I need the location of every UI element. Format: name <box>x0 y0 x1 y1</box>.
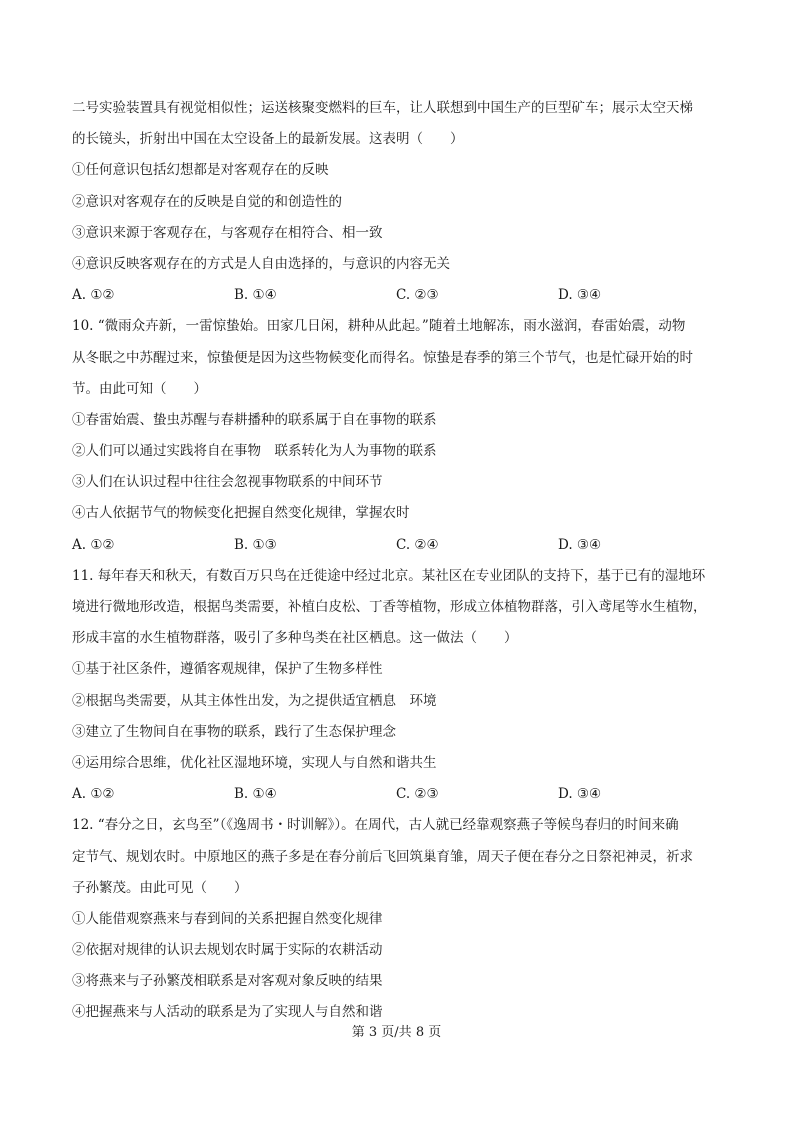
statement-1: ①基于社区条件，遵循客观规律，保护了生物多样性 <box>72 661 383 678</box>
question-text-line: 节。由此可知（ ） <box>72 380 207 397</box>
question-text-line: 12. “春分之日，玄鸟至”（《逸周书・时训解》）。在周代，古人就已经靠观察燕子等候鸟春归的时间来确 <box>72 817 679 834</box>
question-text-line: 的长镜头，折射出中国在太空设备上的最新发展。这表明（ ） <box>72 131 464 148</box>
statement-3: ③建立了生物间自在事物的联系，践行了生态保护理念 <box>72 723 396 740</box>
question-text-line: 定节气、规划农时。中原地区的燕子多是在春分前后飞回筑巢育雏，周天子便在春分之日祭祀神灵，祈求 <box>72 848 693 865</box>
statement-2: ②意识对客观存在的反映是自觉的和创造性的 <box>72 193 342 210</box>
option-d: D. ③④ <box>558 786 602 803</box>
question-11 <box>72 561 722 811</box>
questions-section <box>72 93 722 1029</box>
statement-2: ②依据对规律的认识去规划农时属于实际的农耕活动 <box>72 942 383 959</box>
question-text-line: 境进行微地形改造，根据鸟类需要，补植白皮松、丁香等植物，形成立体植物群落，引入鸢尾等水生植物， <box>72 599 707 615</box>
option-a: A. ①② <box>72 287 115 304</box>
statement-4: ④意识反映客观存在的方式是人自由选择的，与意识的内容无关 <box>72 255 450 272</box>
answer-options <box>72 530 722 561</box>
option-a: A. ①② <box>72 536 115 553</box>
page-number: 第 3 页/共 8 页 <box>351 1025 442 1040</box>
question-text-line: 二号实验装置具有视觉相似性；运送核聚变燃料的巨车，让人联想到中国生产的巨型矿车；展示太空天梯 <box>72 100 693 116</box>
answer-options <box>72 779 722 810</box>
statement-4: ④古人依据节气的物候变化把握自然变化规律，掌握农时 <box>72 505 410 522</box>
statement-4: ④运用综合思维，优化社区湿地环境，实现人与自然和谐共生 <box>72 754 437 771</box>
statement-2: ②根据鸟类需要，从其主体性出发，为之提供适宜栖息 环境 <box>72 692 437 709</box>
option-d: D. ③④ <box>558 536 602 553</box>
statement-3: ③意识来源于客观存在，与客观存在相符合、相一致 <box>72 224 383 241</box>
question-text-line: 从冬眠之中苏醒过来，惊蛰便是因为这些物候变化而得名。惊蛰是春季的第三个节气，也是忙碌开始的时 <box>72 349 693 366</box>
statement-2: ②人们可以通过实践将自在事物 联系转化为人为事物的联系 <box>72 443 437 460</box>
question-12 <box>72 810 722 1028</box>
statement-4: ④把握燕来与人活动的联系是为了实现人与自然和谐 <box>72 1004 383 1021</box>
option-c: C. ②④ <box>396 536 439 553</box>
question-text-line: 子孙繁茂。由此可见（ ） <box>72 879 248 896</box>
statement-3: ③将燕来与子孙繁茂相联系是对客观对象反映的结果 <box>72 973 383 990</box>
option-a: A. ①② <box>72 786 115 803</box>
question-text-line: 11. 每年春天和秋天，有数百万只鸟在迁徙途中经过北京。某社区在专业团队的支持下，基于已有的湿地环 <box>72 567 706 584</box>
option-d: D. ③④ <box>558 287 602 304</box>
statement-3: ③人们在认识过程中往往会忽视事物联系的中间环节 <box>72 474 383 491</box>
statement-1: ①人能借观察燕来与春到间的关系把握自然变化规律 <box>72 910 383 927</box>
option-b: B. ①④ <box>234 287 277 304</box>
question-text-line: 形成丰富的水生植物群落，吸引了多种鸟类在社区栖息。这一做法（ ） <box>72 630 518 647</box>
option-b: B. ①③ <box>234 536 277 553</box>
question-text-line: 10. “微雨众卉新，一雷惊蛰始。田家几日闲，耕种从此起。”随着土地解冻，雨水滋润，春雷始震，动物 <box>72 318 686 335</box>
question-9 <box>72 93 722 311</box>
option-b: B. ①④ <box>234 786 277 803</box>
statement-1: ①春雷始震、蛰虫苏醒与春耕播种的联系属于自在事物的联系 <box>72 411 437 428</box>
statement-1: ①任何意识包括幻想都是对客观存在的反映 <box>72 162 329 179</box>
answer-options <box>72 280 722 311</box>
option-c: C. ②③ <box>396 786 439 803</box>
question-10 <box>72 311 722 561</box>
option-c: C. ②③ <box>396 287 439 304</box>
